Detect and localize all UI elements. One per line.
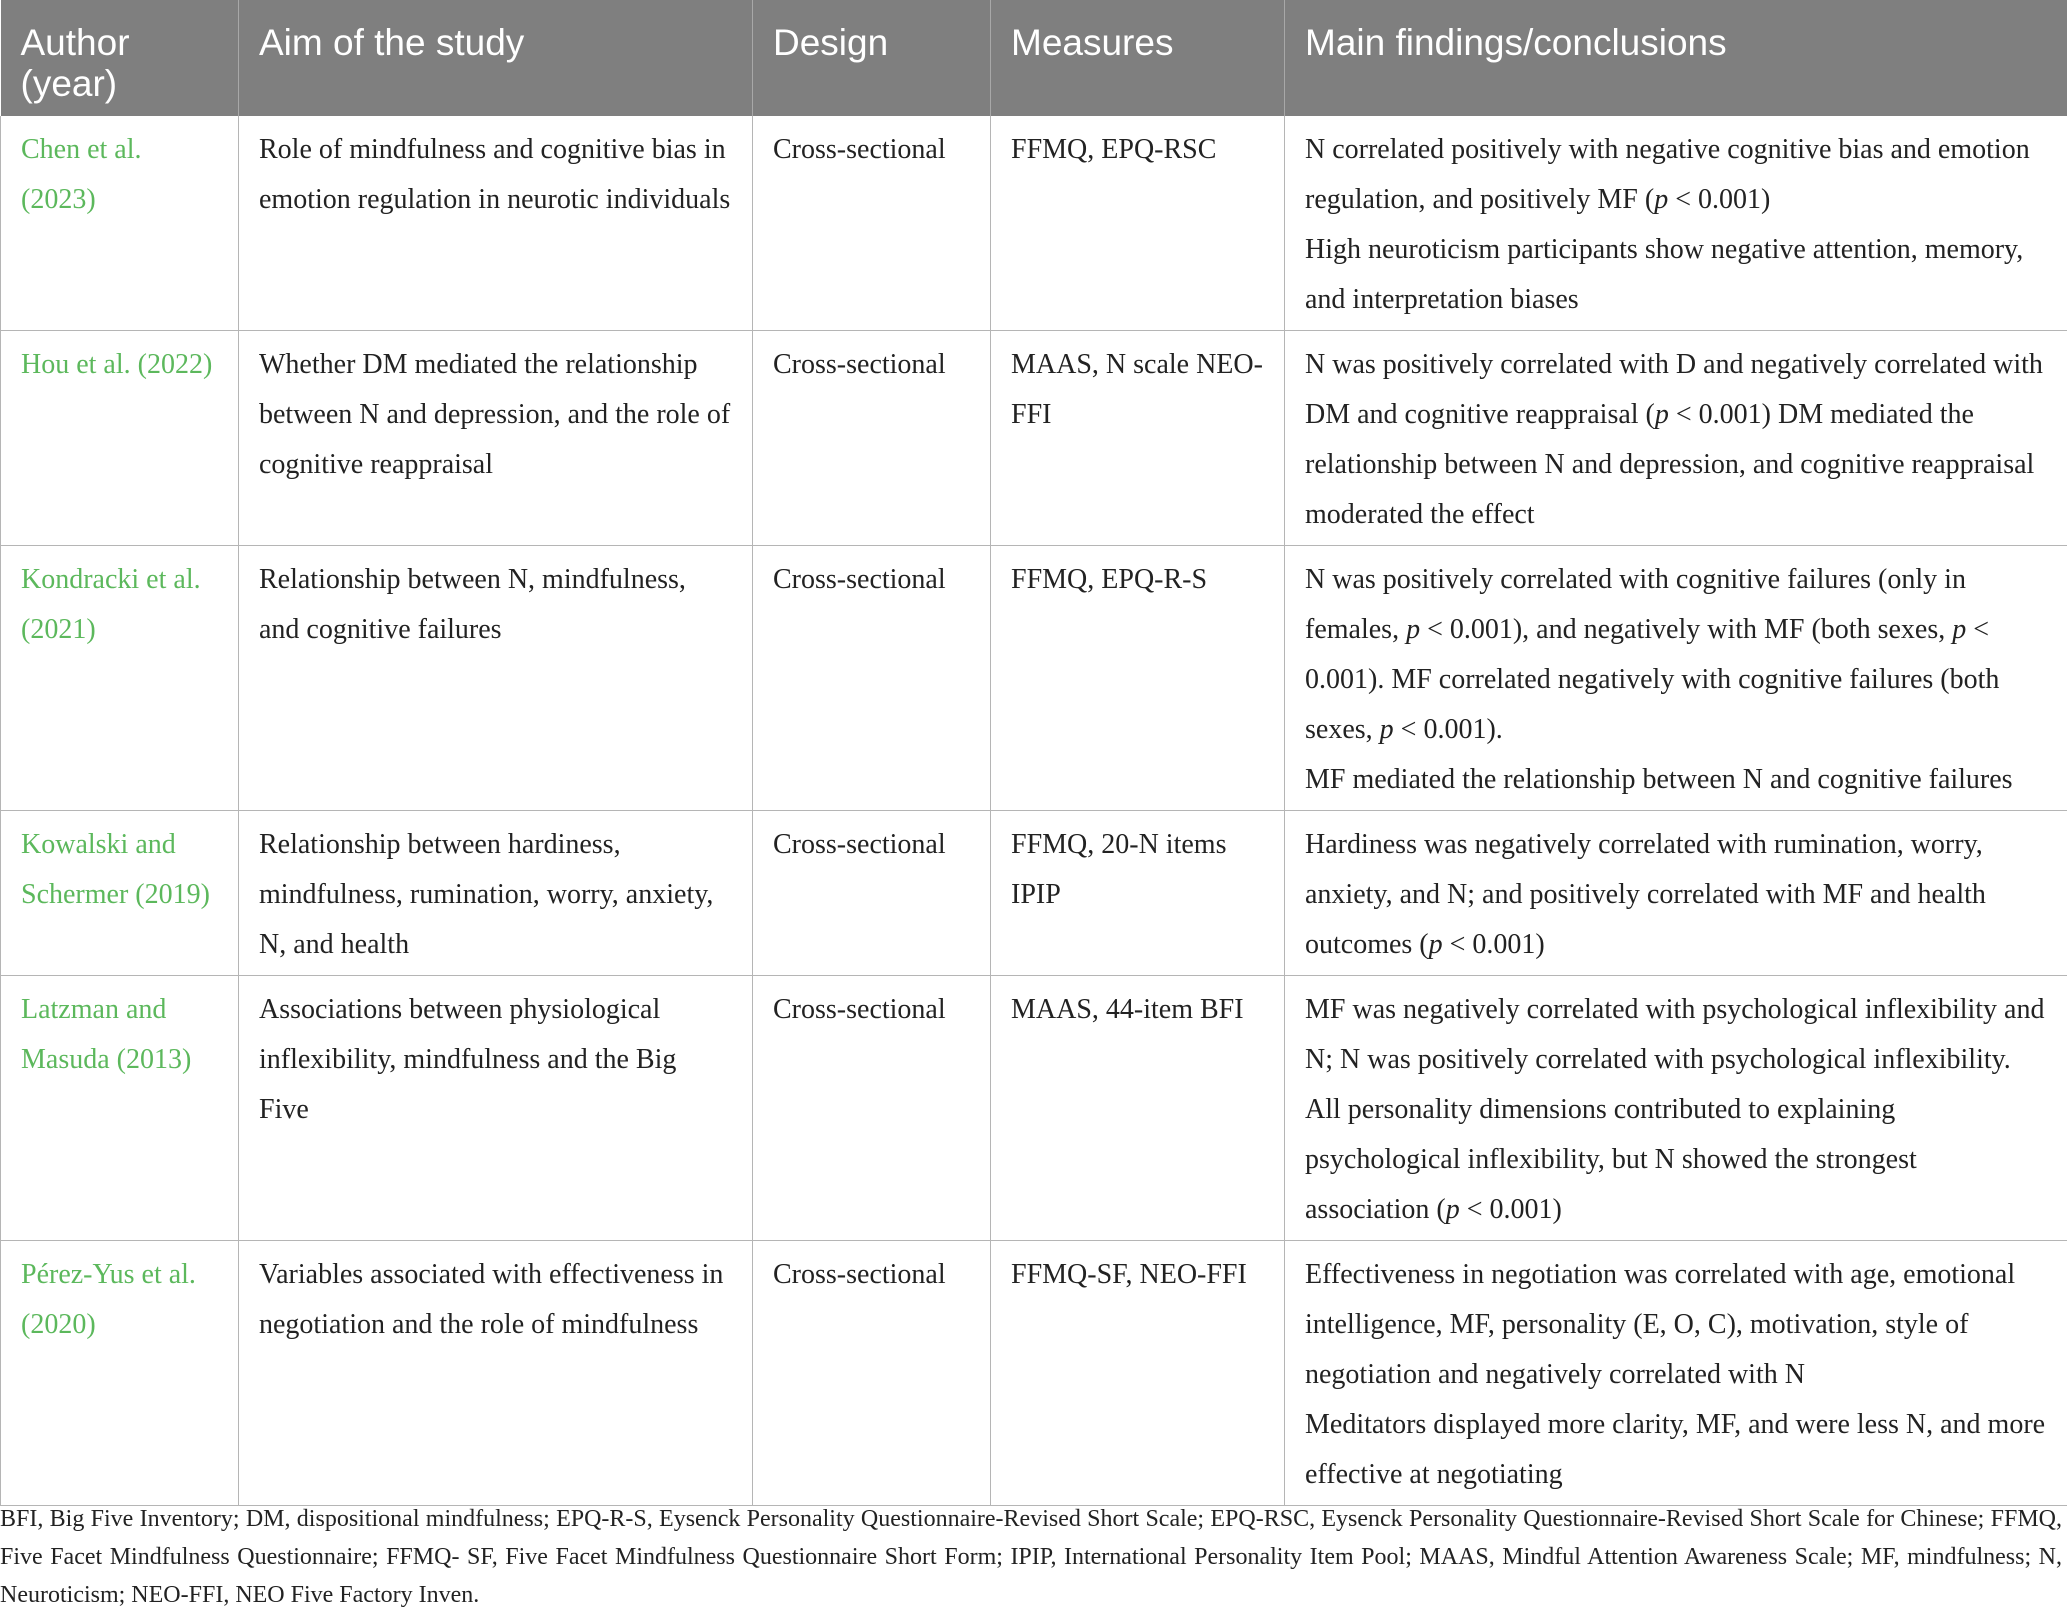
cell-measures: FFMQ, EPQ-R-S xyxy=(991,546,1285,811)
cell-design: Cross-sectional xyxy=(753,546,991,811)
cell-aim: Relationship between N, mindfulness, and cognitive failures xyxy=(239,546,753,811)
cell-design: Cross-sectional xyxy=(753,331,991,546)
finding-text: N correlated positively with negative cognitive bias and emotion regulation, and positively MF (p < 0.001) xyxy=(1305,134,2030,215)
author-reference-link[interactable]: Latzman and Masuda (2013) xyxy=(21,994,192,1075)
cell-measures: MAAS, 44-item BFI xyxy=(991,976,1285,1241)
cell-author xyxy=(1,116,239,331)
finding-text: MF mediated the relationship between N and cognitive failures xyxy=(1305,764,2013,795)
finding-text: Effectiveness in negotiation was correlated with age, emotional intelligence, MF, personality (E, O, C), motivation, style of negotiation and negatively correlated with N xyxy=(1305,1259,2016,1390)
finding-text: N was positively correlated with D and negatively correlated with DM and cognitive reappraisal (p < 0.001) DM mediated the relationship between N and depression, and cognitive reappraisal moderated the effect xyxy=(1305,349,2043,530)
table-row xyxy=(1,546,2067,811)
table-footnote: BFI, Big Five Inventory; DM, dispositional mindfulness; EPQ-R-S, Eysenck Personality Questionnaire-Revised Short Scale; EPQ-RSC, Eysenck Personality Questionnaire-Revised Short Scale for Chinese; FFMQ, Five Facet Mindfulness Questionnaire; FFMQ- SF, Five Facet Mindfulness Questionnaire Short Form; IPIP, International Personality Item Pool; MAAS, Mindful Attention Awareness Scale; MF, mindfulness; N, Neuroticism; NEO-FFI, NEO Five Factory Inven. xyxy=(0,1506,2062,1608)
cell-findings xyxy=(1285,976,2067,1241)
cell-findings xyxy=(1285,331,2067,546)
cell-author xyxy=(1,331,239,546)
cell-design: Cross-sectional xyxy=(753,811,991,976)
table-row xyxy=(1,116,2067,331)
header-aim: Aim of the study xyxy=(239,0,753,116)
cell-design: Cross-sectional xyxy=(753,976,991,1241)
table-row xyxy=(1,1241,2067,1506)
cell-aim: Role of mindfulness and cognitive bias in emotion regulation in neurotic individuals xyxy=(239,116,753,331)
finding-text: High neuroticism participants show negative attention, memory, and interpretation biases xyxy=(1305,234,2024,315)
author-reference-link[interactable]: Hou et al. (2022) xyxy=(21,349,213,380)
cell-measures: FFMQ, EPQ-RSC xyxy=(991,116,1285,331)
cell-aim: Associations between physiological inflexibility, mindfulness and the Big Five xyxy=(239,976,753,1241)
finding-text: N was positively correlated with cognitive failures (only in females, p < 0.001), and negatively with MF (both sexes, p < 0.001). MF correlated negatively with cognitive failures (both sexes, p < 0.001). xyxy=(1305,564,2000,745)
author-reference-link[interactable]: Kondracki et al. (2021) xyxy=(21,564,201,645)
author-reference-link[interactable]: Kowalski and Schermer (2019) xyxy=(21,829,210,910)
cell-findings xyxy=(1285,1241,2067,1506)
cell-author xyxy=(1,546,239,811)
header-measures: Measures xyxy=(991,0,1285,116)
author-reference-link[interactable]: Pérez-Yus et al. (2020) xyxy=(21,1259,196,1340)
cell-author xyxy=(1,1241,239,1506)
cell-aim: Variables associated with effectiveness in negotiation and the role of mindfulness xyxy=(239,1241,753,1506)
table-row xyxy=(1,811,2067,976)
cell-findings xyxy=(1285,546,2067,811)
table-body xyxy=(1,116,2067,1506)
finding-text: MF was negatively correlated with psychological inflexibility and N; N was positively correlated with psychological inflexibility. All personality dimensions contributed to explaining psychological inflexibility, but N showed the strongest association (p < 0.001) xyxy=(1305,994,2045,1225)
cell-findings xyxy=(1285,811,2067,976)
cell-design: Cross-sectional xyxy=(753,1241,991,1506)
cell-findings xyxy=(1285,116,2067,331)
table-row xyxy=(1,331,2067,546)
header-row xyxy=(1,0,2067,116)
table-row xyxy=(1,976,2067,1241)
header-author: Author (year) xyxy=(1,0,239,116)
cell-aim: Relationship between hardiness, mindfulness, rumination, worry, anxiety, N, and health xyxy=(239,811,753,976)
author-reference-link[interactable]: Chen et al. (2023) xyxy=(21,134,142,215)
cell-measures: FFMQ-SF, NEO-FFI xyxy=(991,1241,1285,1506)
header-findings: Main findings/conclusions xyxy=(1285,0,2067,116)
cell-aim: Whether DM mediated the relationship between N and depression, and the role of cognitive reappraisal xyxy=(239,331,753,546)
cell-measures: MAAS, N scale NEO-FFI xyxy=(991,331,1285,546)
cell-measures: FFMQ, 20-N items IPIP xyxy=(991,811,1285,976)
finding-text: Meditators displayed more clarity, MF, and were less N, and more effective at negotiating xyxy=(1305,1409,2046,1490)
cell-author xyxy=(1,976,239,1241)
cell-design: Cross-sectional xyxy=(753,116,991,331)
finding-text: Hardiness was negatively correlated with rumination, worry, anxiety, and N; and positively correlated with MF and health outcomes (p < 0.001) xyxy=(1305,829,1986,960)
header-design: Design xyxy=(753,0,991,116)
cell-author xyxy=(1,811,239,976)
